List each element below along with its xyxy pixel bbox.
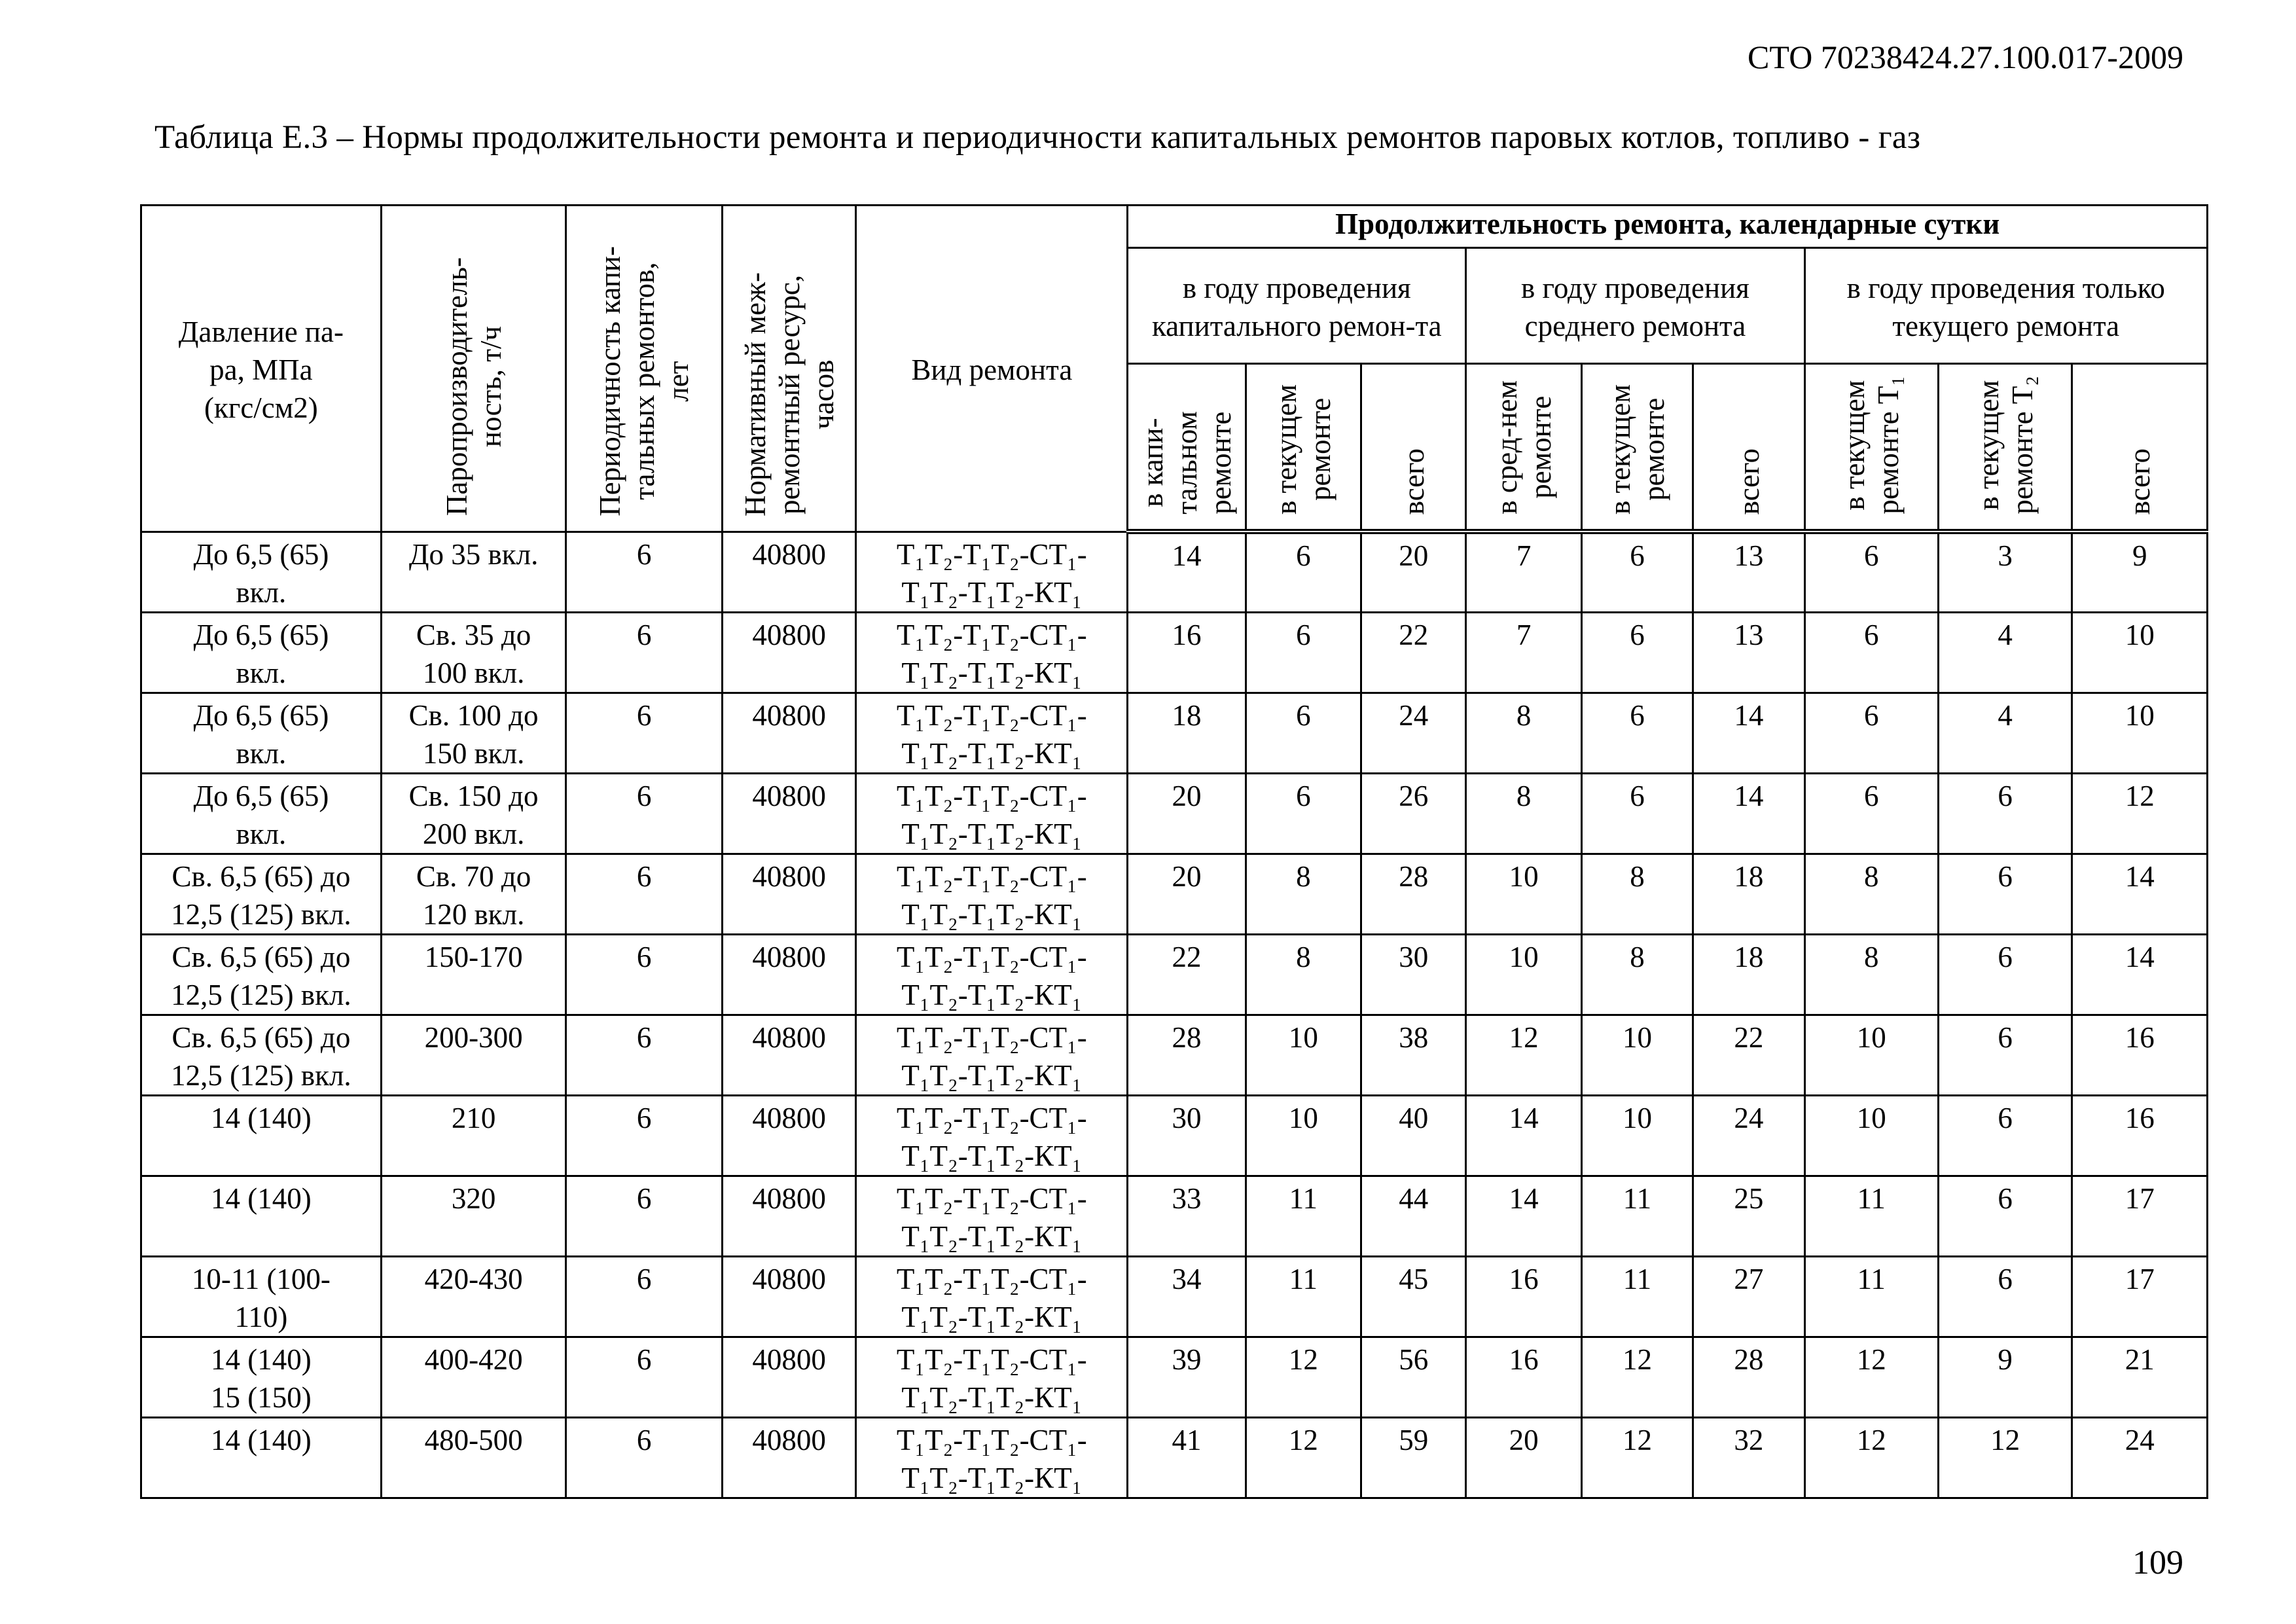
cell-repair-type: Т₁Т₂-Т₁Т₂-СТ₁- Т₁Т₂-Т₁Т₂-КТ₁ [856,612,1128,693]
table-body [141,206,2208,1498]
cell-repair-type: Т₁Т₂-Т₁Т₂-СТ₁- Т₁Т₂-Т₁Т₂-КТ₁ [856,1095,1128,1176]
table-row [141,1176,2208,1256]
cell-duration-value: 11 [1804,1176,1938,1256]
cell-duration-value: 12 [1581,1417,1693,1498]
cell-duration-value: 17 [2072,1176,2208,1256]
cell-pressure: 10-11 (100- 110) [141,1256,382,1337]
cell-duration-value: 16 [2072,1095,2208,1176]
cell-duration-value: 6 [1938,1095,2072,1176]
sub-header-label: в текущем ремонте [1604,384,1671,514]
cell-resource: 40800 [722,1095,855,1176]
cell-duration-value: 6 [1581,773,1693,854]
cell-duration-value: 8 [1581,854,1693,934]
cell-duration-value: 9 [2072,532,2208,612]
sub-header-label: в текущем ремонте Т₁ [1838,376,1905,514]
cell-duration-value: 14 [2072,934,2208,1015]
cell-duration-value: 56 [1361,1337,1466,1417]
cell-repair-type: Т₁Т₂-Т₁Т₂-СТ₁- Т₁Т₂-Т₁Т₂-КТ₁ [856,1337,1128,1417]
table-row [141,773,2208,854]
cell-duration-value: 33 [1128,1176,1246,1256]
cell-duration-value: 6 [1246,612,1361,693]
cell-duration-value: 30 [1128,1095,1246,1176]
cell-duration-value: 7 [1466,612,1581,693]
cell-duration-value: 11 [1246,1176,1361,1256]
cell-duration-value: 6 [1938,1176,2072,1256]
cell-capacity: Св. 100 до 150 вкл. [381,693,566,773]
sub-header-label: всего [2123,448,2157,514]
cell-pressure: 14 (140) 15 (150) [141,1337,382,1417]
cell-repair-type: Т₁Т₂-Т₁Т₂-СТ₁- Т₁Т₂-Т₁Т₂-КТ₁ [856,773,1128,854]
table-row [141,1417,2208,1498]
cell-duration-value: 12 [1246,1337,1361,1417]
cell-period: 6 [566,532,723,612]
page-number: 109 [2132,1544,2183,1581]
table-row [141,532,2208,612]
col-header-period-label: Периодичность капи- тальных ремонтов, лет [594,245,695,516]
duration-title: Продолжительность ремонта, календарные сутки [1128,206,2208,248]
cell-resource: 40800 [722,1417,855,1498]
cell-capacity: 400-420 [381,1337,566,1417]
cell-duration-value: 22 [1693,1015,1804,1095]
col-header-period [566,206,723,532]
cell-duration-value: 11 [1581,1176,1693,1256]
cell-duration-value: 39 [1128,1337,1246,1417]
table-row [141,934,2208,1015]
cell-pressure: 14 (140) [141,1095,382,1176]
sub-header-total [2072,364,2208,532]
cell-duration-value: 6 [1804,693,1938,773]
cell-duration-value: 18 [1693,854,1804,934]
cell-duration-value: 6 [1804,612,1938,693]
cell-duration-value: 4 [1938,612,2072,693]
sub-header-label: всего [1732,448,1765,514]
cell-duration-value: 12 [1581,1337,1693,1417]
cell-duration-value: 21 [2072,1337,2208,1417]
cell-pressure: 14 (140) [141,1176,382,1256]
cell-period: 6 [566,1095,723,1176]
cell-period: 6 [566,773,723,854]
cell-duration-value: 20 [1128,773,1246,854]
cell-duration-value: 10 [2072,612,2208,693]
cell-duration-value: 18 [1693,934,1804,1015]
sub-header-total [1693,364,1804,532]
group-capital-repair: в году проведения капитального ремон-та [1128,248,1466,364]
table-row [141,1256,2208,1337]
cell-duration-value: 6 [1246,693,1361,773]
cell-duration-value: 10 [1581,1095,1693,1176]
cell-duration-value: 14 [1693,773,1804,854]
sub-header-label: в текущем ремонте [1270,384,1337,514]
cell-duration-value: 6 [1246,773,1361,854]
cell-period: 6 [566,1417,723,1498]
group-current-repair: в году проведения только текущего ремонта [1804,248,2208,364]
cell-duration-value: 10 [1246,1015,1361,1095]
table-row [141,612,2208,693]
cell-duration-value: 4 [1938,693,2072,773]
cell-duration-value: 8 [1246,854,1361,934]
cell-duration-value: 6 [1581,693,1693,773]
cell-capacity: 210 [381,1095,566,1176]
table-row [141,1337,2208,1417]
cell-duration-value: 11 [1804,1256,1938,1337]
cell-capacity: 320 [381,1176,566,1256]
sub-header-label: всего [1397,448,1430,514]
cell-repair-type: Т₁Т₂-Т₁Т₂-СТ₁- Т₁Т₂-Т₁Т₂-КТ₁ [856,1256,1128,1337]
sub-header-medium [1466,364,1581,532]
cell-duration-value: 6 [1581,532,1693,612]
cell-resource: 40800 [722,934,855,1015]
cell-resource: 40800 [722,693,855,773]
cell-duration-value: 12 [2072,773,2208,854]
cell-pressure: 14 (140) [141,1417,382,1498]
cell-duration-value: 44 [1361,1176,1466,1256]
cell-duration-value: 22 [1361,612,1466,693]
cell-period: 6 [566,934,723,1015]
cell-duration-value: 24 [2072,1417,2208,1498]
cell-duration-value: 24 [1361,693,1466,773]
sub-header-total [1361,364,1466,532]
cell-duration-value: 6 [1581,612,1693,693]
cell-duration-value: 10 [1466,934,1581,1015]
cell-duration-value: 18 [1128,693,1246,773]
cell-period: 6 [566,612,723,693]
cell-duration-value: 14 [1693,693,1804,773]
table-row [141,1095,2208,1176]
cell-capacity: 420-430 [381,1256,566,1337]
cell-pressure: Св. 6,5 (65) до 12,5 (125) вкл. [141,934,382,1015]
cell-duration-value: 16 [2072,1015,2208,1095]
sub-header-label: в капи- тальном ремонте [1136,411,1237,514]
table-row [141,693,2208,773]
cell-duration-value: 59 [1361,1417,1466,1498]
cell-duration-value: 16 [1466,1337,1581,1417]
sub-header-current [1581,364,1693,532]
cell-duration-value: 24 [1693,1095,1804,1176]
cell-capacity: Св. 35 до 100 вкл. [381,612,566,693]
cell-duration-value: 14 [2072,854,2208,934]
cell-period: 6 [566,1337,723,1417]
cell-duration-value: 10 [1246,1095,1361,1176]
cell-capacity: 200-300 [381,1015,566,1095]
cell-duration-value: 6 [1804,773,1938,854]
cell-duration-value: 6 [1938,1256,2072,1337]
cell-duration-value: 20 [1128,854,1246,934]
cell-duration-value: 12 [1804,1417,1938,1498]
cell-duration-value: 28 [1693,1337,1804,1417]
cell-duration-value: 45 [1361,1256,1466,1337]
document-code: СТО 70238424.27.100.017-2009 [1748,39,2183,75]
cell-resource: 40800 [722,1176,855,1256]
cell-duration-value: 6 [1938,854,2072,934]
col-header-capacity [381,206,566,532]
cell-resource: 40800 [722,1337,855,1417]
cell-duration-value: 27 [1693,1256,1804,1337]
cell-duration-value: 9 [1938,1337,2072,1417]
cell-pressure: До 6,5 (65) вкл. [141,612,382,693]
repair-norms-table [140,204,2208,1499]
cell-resource: 40800 [722,532,855,612]
cell-duration-value: 20 [1361,532,1466,612]
cell-duration-value: 12 [1466,1015,1581,1095]
cell-pressure: До 6,5 (65) вкл. [141,532,382,612]
cell-duration-value: 28 [1361,854,1466,934]
cell-duration-value: 7 [1466,532,1581,612]
cell-period: 6 [566,854,723,934]
cell-duration-value: 8 [1466,693,1581,773]
cell-duration-value: 30 [1361,934,1466,1015]
cell-duration-value: 41 [1128,1417,1246,1498]
cell-capacity: 150-170 [381,934,566,1015]
cell-pressure: До 6,5 (65) вкл. [141,693,382,773]
cell-duration-value: 16 [1128,612,1246,693]
cell-capacity: Св. 70 до 120 вкл. [381,854,566,934]
cell-repair-type: Т₁Т₂-Т₁Т₂-СТ₁- Т₁Т₂-Т₁Т₂-КТ₁ [856,1015,1128,1095]
group-medium-repair: в году проведения среднего ремонта [1466,248,1804,364]
cell-duration-value: 13 [1693,532,1804,612]
cell-duration-value: 6 [1246,532,1361,612]
cell-duration-value: 6 [1938,934,2072,1015]
cell-pressure: Св. 6,5 (65) до 12,5 (125) вкл. [141,1015,382,1095]
cell-duration-value: 11 [1581,1256,1693,1337]
sub-header-label: в текущем ремонте Т₂ [1971,376,2039,514]
cell-repair-type: Т₁Т₂-Т₁Т₂-СТ₁- Т₁Т₂-Т₁Т₂-КТ₁ [856,1176,1128,1256]
cell-duration-value: 6 [1804,532,1938,612]
cell-duration-value: 10 [2072,693,2208,773]
cell-capacity: Св. 150 до 200 вкл. [381,773,566,854]
col-header-repair-type: Вид ремонта [856,206,1128,532]
cell-pressure: Св. 6,5 (65) до 12,5 (125) вкл. [141,854,382,934]
cell-resource: 40800 [722,612,855,693]
cell-duration-value: 26 [1361,773,1466,854]
cell-duration-value: 34 [1128,1256,1246,1337]
sub-header-current [1246,364,1361,532]
cell-duration-value: 12 [1938,1417,2072,1498]
cell-duration-value: 12 [1246,1417,1361,1498]
cell-duration-value: 8 [1804,854,1938,934]
cell-duration-value: 8 [1581,934,1693,1015]
col-header-pressure: Давление па- ра, МПа (кгс/см2) [141,206,382,532]
cell-duration-value: 8 [1466,773,1581,854]
cell-period: 6 [566,693,723,773]
cell-duration-value: 14 [1128,532,1246,612]
cell-repair-type: Т₁Т₂-Т₁Т₂-СТ₁- Т₁Т₂-Т₁Т₂-КТ₁ [856,693,1128,773]
cell-duration-value: 10 [1804,1095,1938,1176]
header-row-1 [141,206,2208,248]
cell-duration-value: 17 [2072,1256,2208,1337]
col-header-resource-label: Нормативный меж- ремонтный ресурс, часов [738,272,840,516]
cell-duration-value: 20 [1466,1417,1581,1498]
cell-duration-value: 11 [1246,1256,1361,1337]
sub-header-label: в сред-нем ремонте [1490,380,1558,514]
cell-duration-value: 25 [1693,1176,1804,1256]
cell-repair-type: Т₁Т₂-Т₁Т₂-СТ₁- Т₁Т₂-Т₁Т₂-КТ₁ [856,532,1128,612]
sub-header-capital [1128,364,1246,532]
cell-duration-value: 40 [1361,1095,1466,1176]
cell-repair-type: Т₁Т₂-Т₁Т₂-СТ₁- Т₁Т₂-Т₁Т₂-КТ₁ [856,934,1128,1015]
table-row [141,854,2208,934]
cell-duration-value: 38 [1361,1015,1466,1095]
cell-duration-value: 22 [1128,934,1246,1015]
cell-period: 6 [566,1256,723,1337]
cell-duration-value: 3 [1938,532,2072,612]
sub-header-current-t1 [1804,364,1938,532]
cell-repair-type: Т₁Т₂-Т₁Т₂-СТ₁- Т₁Т₂-Т₁Т₂-КТ₁ [856,854,1128,934]
cell-resource: 40800 [722,1015,855,1095]
cell-capacity: 480-500 [381,1417,566,1498]
cell-duration-value: 6 [1938,773,2072,854]
cell-duration-value: 32 [1693,1417,1804,1498]
cell-period: 6 [566,1176,723,1256]
cell-repair-type: Т₁Т₂-Т₁Т₂-СТ₁- Т₁Т₂-Т₁Т₂-КТ₁ [856,1417,1128,1498]
cell-duration-value: 6 [1938,1015,2072,1095]
cell-period: 6 [566,1015,723,1095]
cell-duration-value: 12 [1804,1337,1938,1417]
table-row [141,1015,2208,1095]
col-header-capacity-label: Паропроизводитель- ность, т/ч [440,257,507,516]
cell-duration-value: 28 [1128,1015,1246,1095]
table-caption: Таблица Е.3 – Нормы продолжительности ремонта и периодичности капитальных ремонтов паровых котлов, топливо - газ [154,119,1921,156]
cell-duration-value: 13 [1693,612,1804,693]
cell-duration-value: 10 [1804,1015,1938,1095]
cell-duration-value: 8 [1246,934,1361,1015]
cell-pressure: До 6,5 (65) вкл. [141,773,382,854]
sub-header-current-t2 [1938,364,2072,532]
cell-duration-value: 14 [1466,1176,1581,1256]
cell-duration-value: 16 [1466,1256,1581,1337]
cell-duration-value: 10 [1466,854,1581,934]
col-header-resource [722,206,855,532]
cell-duration-value: 10 [1581,1015,1693,1095]
cell-capacity: До 35 вкл. [381,532,566,612]
cell-duration-value: 14 [1466,1095,1581,1176]
cell-resource: 40800 [722,773,855,854]
cell-resource: 40800 [722,1256,855,1337]
cell-resource: 40800 [722,854,855,934]
cell-duration-value: 8 [1804,934,1938,1015]
